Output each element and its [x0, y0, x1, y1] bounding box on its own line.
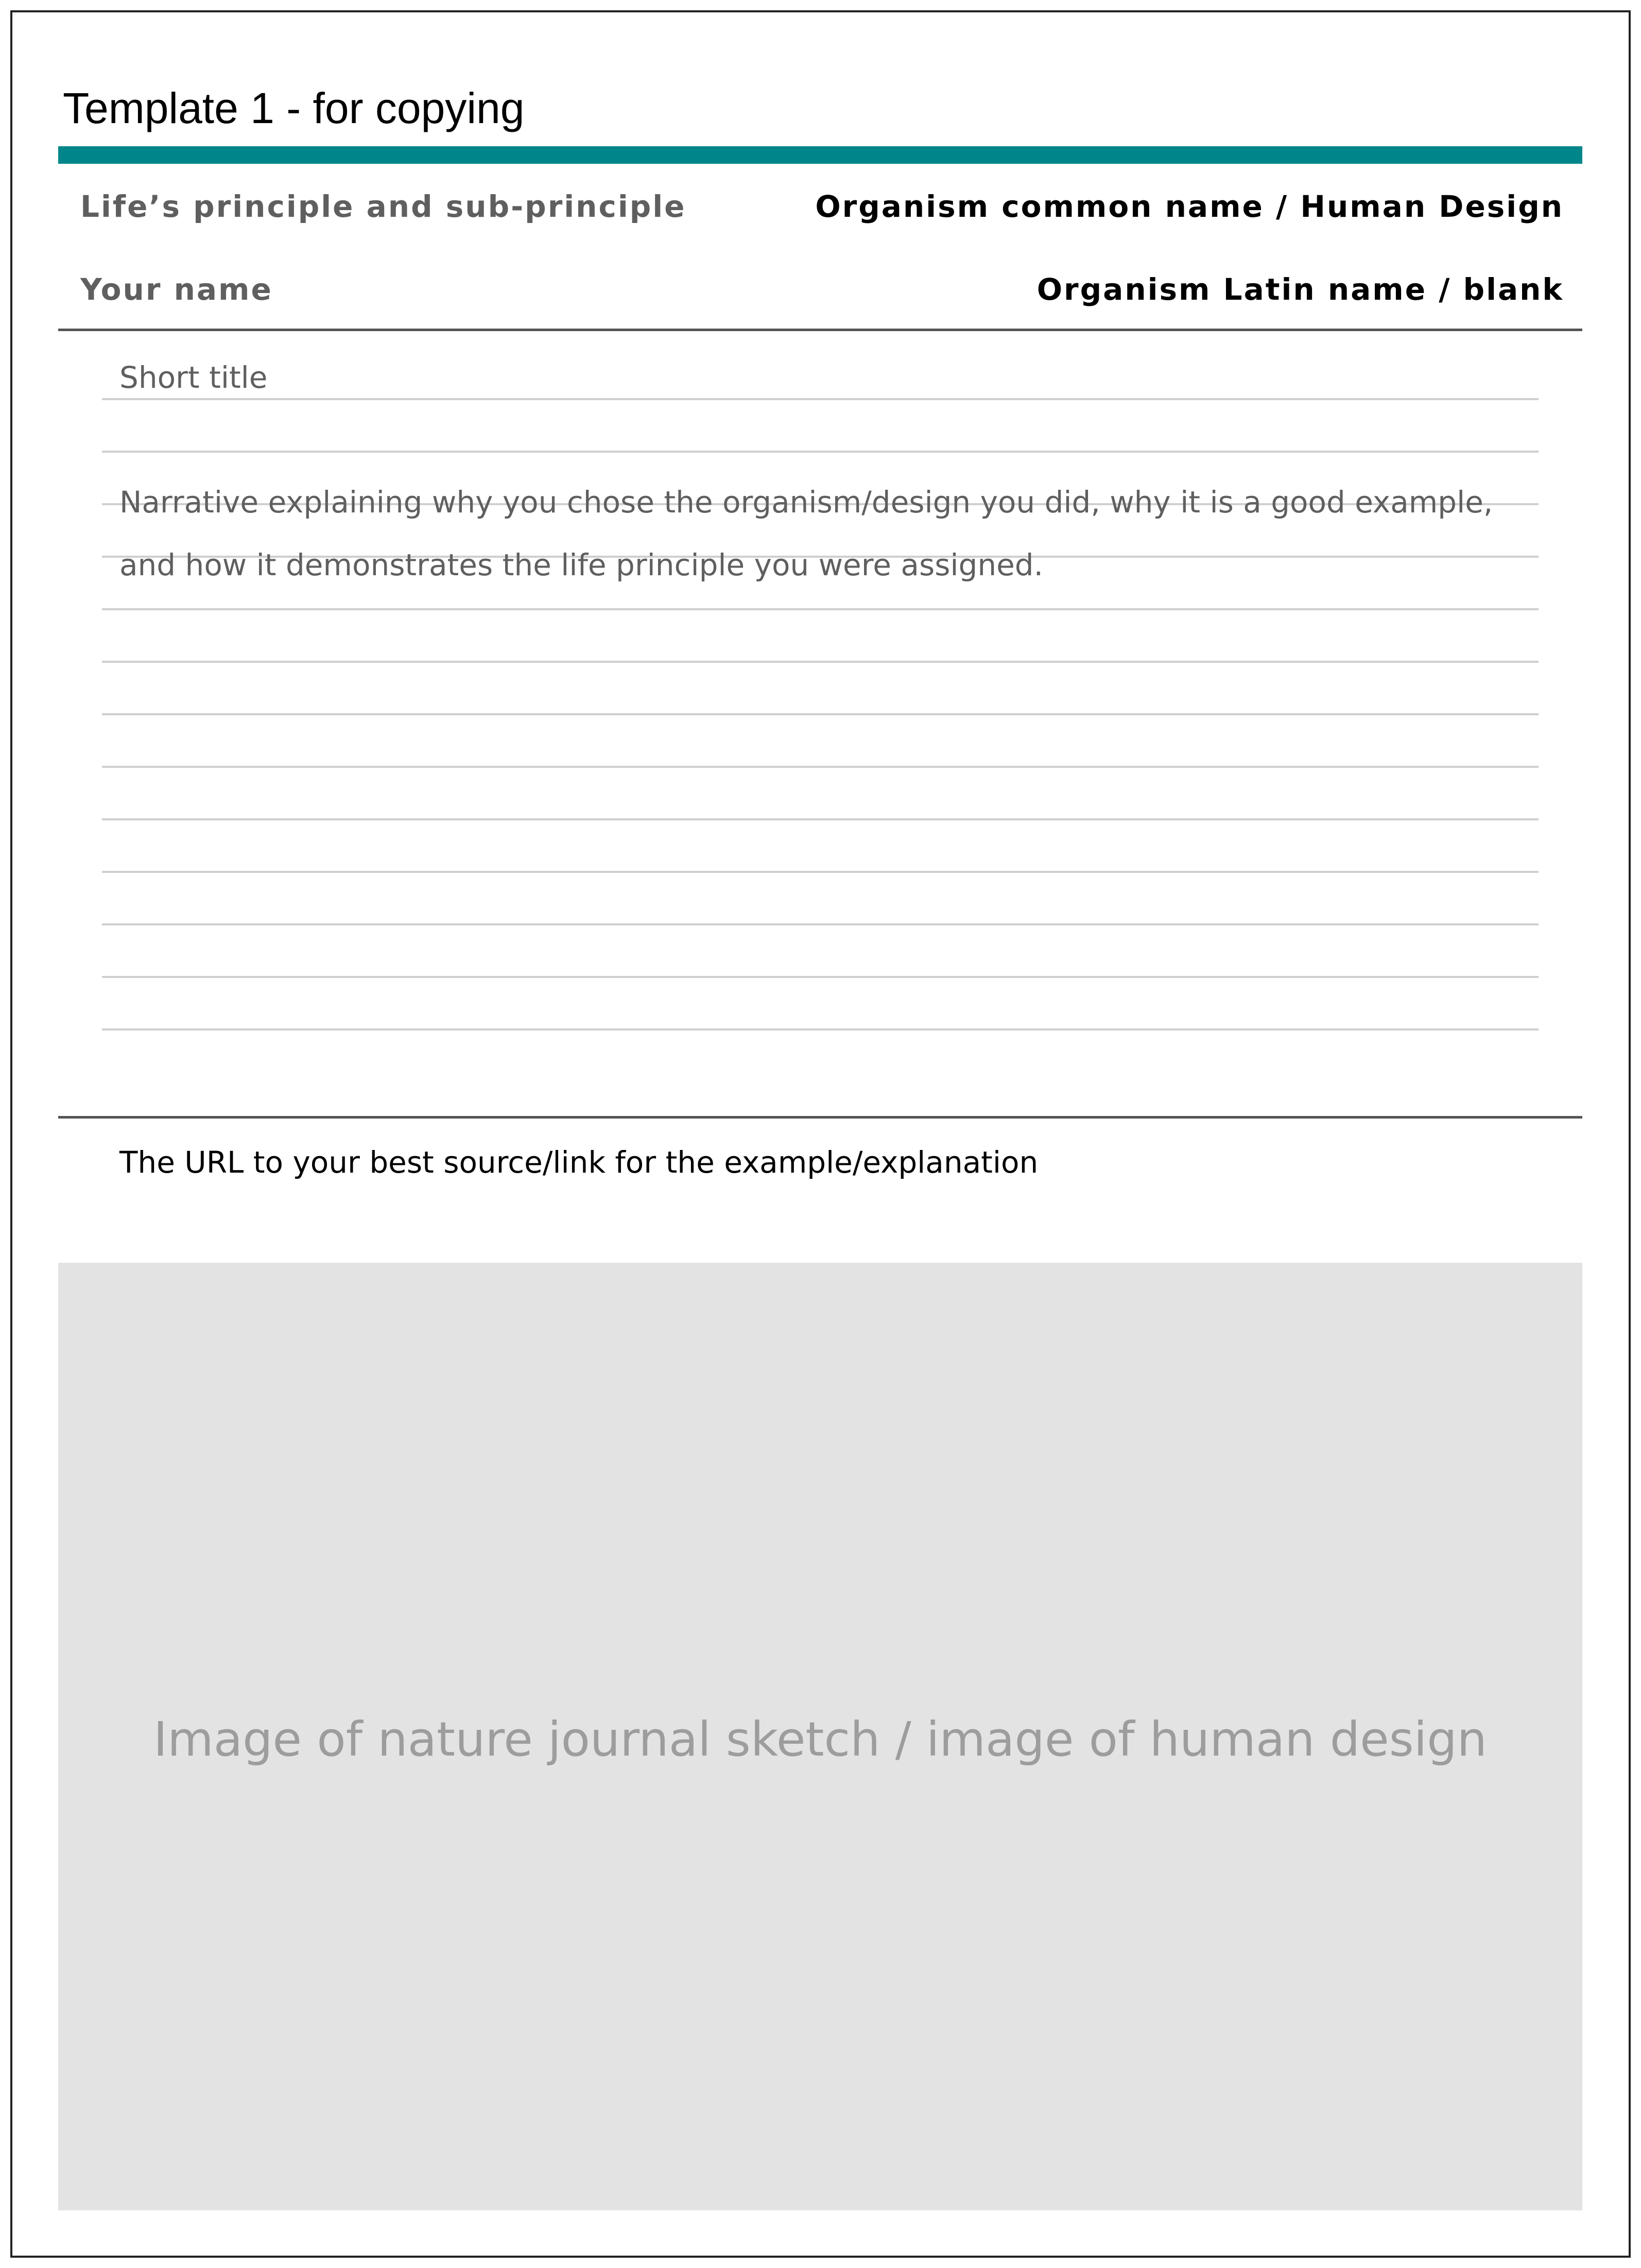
- source-url-field[interactable]: The URL to your best source/link for the example/explanation: [119, 1145, 1039, 1180]
- ruled-line: [102, 923, 1539, 925]
- ruled-line: [102, 871, 1539, 873]
- ruled-line: [102, 976, 1539, 978]
- header-divider: [58, 329, 1582, 331]
- organism-latin-name-label[interactable]: Organism Latin name / blank: [1037, 272, 1564, 307]
- title-accent-bar: [58, 146, 1582, 164]
- ruled-line: [102, 398, 1539, 400]
- ruled-line: [102, 1028, 1539, 1030]
- short-title-field[interactable]: Short title: [119, 360, 268, 395]
- image-placeholder-caption: Image of nature journal sketch / image of human design: [153, 1712, 1487, 1767]
- principle-label[interactable]: Life’s principle and sub-principle: [80, 189, 686, 224]
- ruled-line: [102, 661, 1539, 663]
- image-placeholder[interactable]: [58, 1263, 1582, 2210]
- ruled-line: [102, 818, 1539, 820]
- page-title: Template 1 - for copying: [63, 84, 525, 132]
- ruled-line: [102, 451, 1539, 453]
- narrative-line: and how it demonstrates the life principle you were assigned.: [119, 547, 1044, 582]
- narrative-line: Narrative explaining why you chose the organism/design you did, why it is a good example,: [119, 485, 1493, 520]
- your-name-label[interactable]: Your name: [80, 272, 273, 307]
- narrative-text[interactable]: [119, 487, 1493, 613]
- ruled-line: [102, 766, 1539, 768]
- organism-common-name-label[interactable]: Organism common name / Human Design: [815, 189, 1564, 224]
- ruled-line: [102, 713, 1539, 715]
- section-divider: [58, 1116, 1582, 1119]
